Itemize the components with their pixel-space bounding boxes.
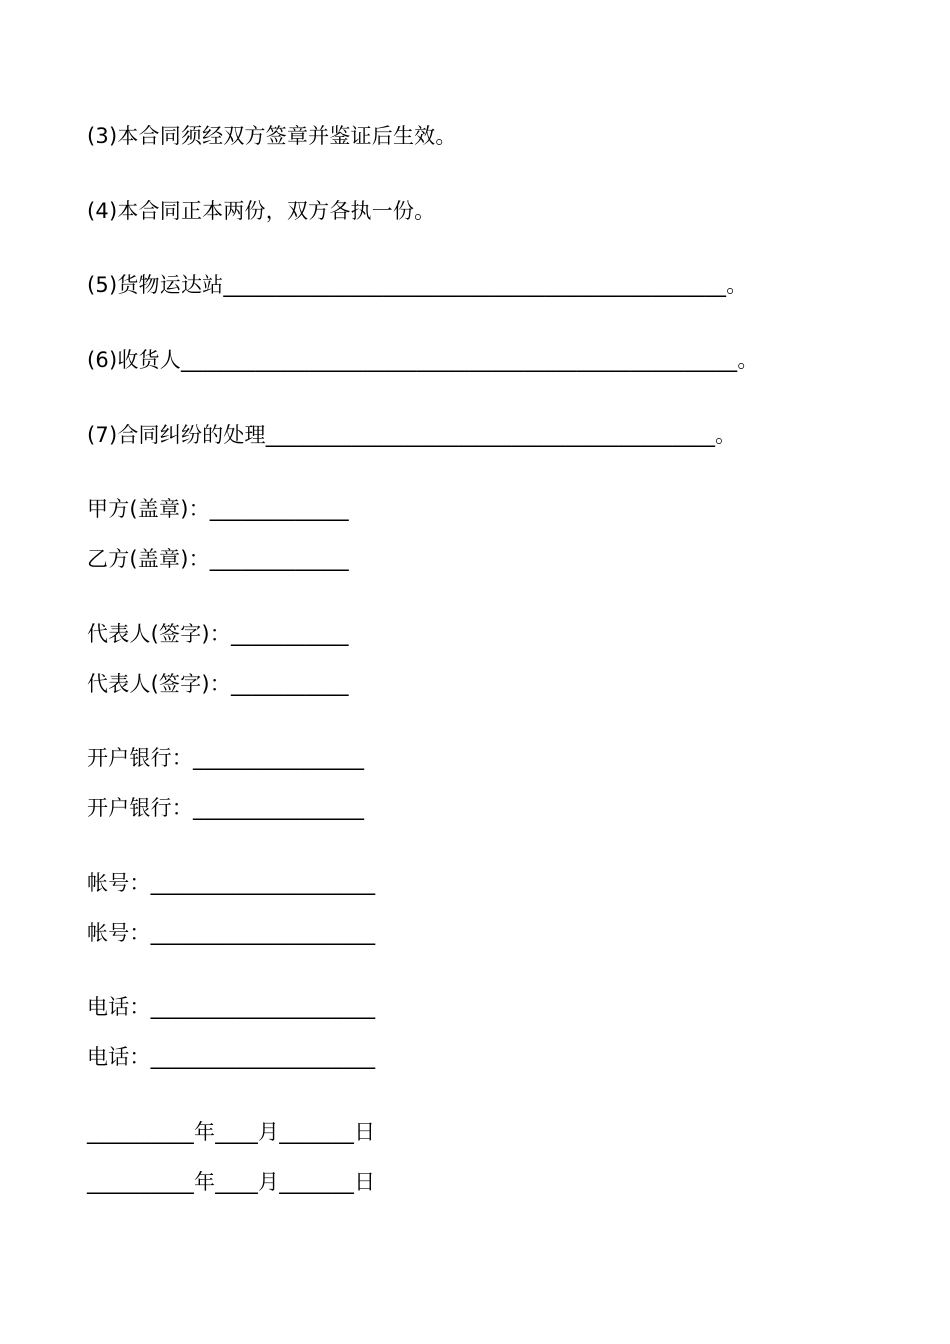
bank-b-line: 开户银行：________________	[87, 796, 365, 820]
party-b-seal-line: 乙方(盖章)：_____________	[87, 547, 349, 571]
account-a-line: 帐号：_____________________	[87, 871, 376, 895]
representative-b-line: 代表人(签字)：___________	[87, 672, 349, 696]
clause-3: (3)本合同须经双方签章并鉴证后生效。	[87, 124, 457, 148]
representative-a-line: 代表人(签字)：___________	[87, 622, 349, 646]
clause-6: (6)收货人____________________________________________________。	[87, 348, 759, 372]
bank-a-line: 开户银行：________________	[87, 746, 365, 770]
clause-4: (4)本合同正本两份，双方各执一份。	[87, 199, 436, 223]
account-b-line: 帐号：_____________________	[87, 921, 376, 945]
party-a-seal-line: 甲方(盖章)：_____________	[87, 497, 349, 521]
phone-b-line: 电话：_____________________	[87, 1045, 376, 1069]
phone-a-line: 电话：_____________________	[87, 995, 376, 1019]
clause-7: (7)合同纠纷的处理__________________________________________。	[87, 423, 737, 447]
clause-5: (5)货物运达站_______________________________________________。	[87, 273, 748, 297]
date-b-line: __________年____月_______日	[87, 1170, 376, 1194]
date-a-line: __________年____月_______日	[87, 1120, 376, 1144]
